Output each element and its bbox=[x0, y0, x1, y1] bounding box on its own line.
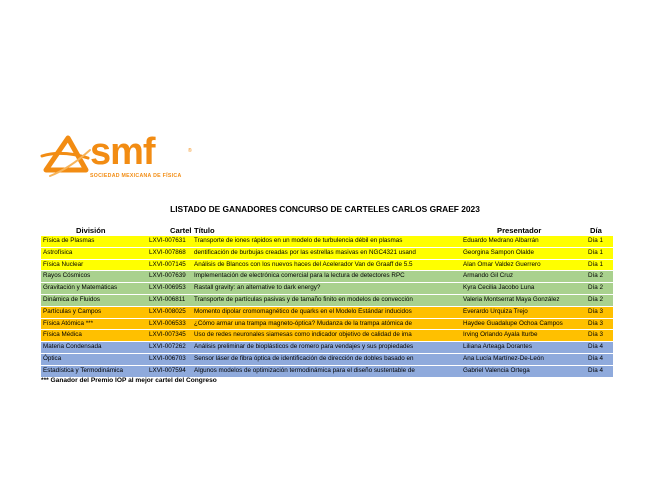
registered-mark: ® bbox=[188, 148, 192, 154]
cell-cartel: LXVI-007594 bbox=[149, 366, 186, 374]
cell-cartel: LXVI-007639 bbox=[149, 272, 186, 280]
cell-cartel: LXVI-007345 bbox=[149, 331, 186, 339]
table-row bbox=[41, 236, 613, 248]
logo-wordmark: smf bbox=[90, 131, 155, 173]
table-row bbox=[41, 366, 613, 378]
page-title: LISTADO DE GANADORES CONCURSO DE CARTELES CARLOS GRAEF 2023 bbox=[170, 204, 480, 214]
cell-titulo: Análisis preliminar de bioplásticos de romero para vendajes y sus propiedades bbox=[194, 343, 414, 351]
cell-division: Física Atómica *** bbox=[43, 319, 94, 327]
table-row bbox=[41, 319, 613, 331]
table-row bbox=[41, 248, 613, 260]
cell-dia: Día 2 bbox=[588, 284, 604, 292]
cell-dia: Día 4 bbox=[588, 343, 604, 351]
cell-dia: Día 4 bbox=[588, 354, 604, 362]
cell-division: Partículas y Campos bbox=[43, 307, 102, 315]
cell-presentador: Kyra Cecilia Jacobo Luna bbox=[463, 284, 535, 292]
cell-presentador: Everardo Urquiza Trejo bbox=[463, 307, 528, 315]
cell-division: Materia Condensada bbox=[43, 343, 102, 351]
table-row bbox=[41, 271, 613, 283]
cell-titulo: Implementación de electrónica comercial para la lectura de detectores RPC bbox=[194, 272, 405, 280]
cell-division: Óptica bbox=[43, 354, 62, 362]
table-row bbox=[41, 295, 613, 307]
header-dia: Día bbox=[590, 226, 602, 235]
smf-logo-icon bbox=[40, 130, 92, 182]
cell-cartel: LXVI-006533 bbox=[149, 319, 186, 327]
cell-titulo: Sensor láser de fibra óptica de identificación de dirección de dobles basado en bbox=[194, 354, 414, 362]
cell-titulo: dentificación de burbujas creadas por las estrellas masivas en NGC4321 usand bbox=[194, 248, 416, 256]
cell-titulo: Momento dipolar cromomagnético de quarks en el Modelo Estándar inducidos bbox=[194, 307, 412, 315]
cell-division: Gravitación y Matemáticas bbox=[43, 284, 118, 292]
table-row bbox=[41, 354, 613, 366]
cell-dia: Día 1 bbox=[588, 237, 604, 244]
cell-presentador: Gabriel Valencia Ortega bbox=[463, 366, 530, 374]
cell-presentador: Liliana Arteaga Dorantes bbox=[463, 343, 532, 351]
cell-dia: Día 2 bbox=[588, 272, 604, 280]
cell-cartel: LXVI-007631 bbox=[149, 237, 186, 244]
cell-division: Física Nuclear bbox=[43, 260, 84, 268]
cell-titulo: Transporte de partículas pasivas y de tamaño finito en modelos de convección bbox=[194, 295, 413, 303]
cell-division: Dinámica de Fluidos bbox=[43, 295, 101, 303]
cell-cartel: LXVI-006703 bbox=[149, 354, 186, 362]
cell-titulo: ¿Cómo armar una trampa magneto-óptica? Mudanza de la trampa atómica de bbox=[194, 319, 413, 327]
cell-division: Astrofísica bbox=[43, 248, 73, 256]
cell-presentador: Valeria Montserrat Maya González bbox=[463, 295, 560, 303]
header-division: División bbox=[76, 226, 106, 235]
cell-division: Física de Plasmas bbox=[43, 237, 95, 244]
cell-dia: Día 3 bbox=[588, 307, 604, 315]
logo-subtitle: SOCIEDAD MEXICANA DE FÍSICA bbox=[90, 173, 182, 179]
cell-cartel: LXVI-006953 bbox=[149, 284, 186, 292]
cell-dia: Día 3 bbox=[588, 331, 604, 339]
cell-presentador: Georgina Sampon Olalde bbox=[463, 248, 535, 256]
table-row bbox=[41, 330, 613, 342]
cell-division: Física Médica bbox=[43, 331, 82, 339]
cell-cartel: LXVI-007868 bbox=[149, 248, 186, 256]
smf-logo bbox=[40, 130, 200, 190]
cell-cartel: LXVI-007145 bbox=[149, 260, 186, 268]
cell-dia: Día 3 bbox=[588, 319, 604, 327]
table-row bbox=[41, 283, 613, 295]
cell-titulo: Análisis de Blancos con los nuevos haces del Acelerador Van de Graaff de 5.5 bbox=[194, 260, 413, 268]
cell-presentador: Irving Orlando Ayala Iturbe bbox=[463, 331, 538, 339]
cell-presentador: Haydee Guadalupe Ochoa Campos bbox=[463, 319, 563, 327]
cell-presentador: Armando Gil Cruz bbox=[463, 272, 514, 280]
header-titulo: Título bbox=[194, 226, 215, 235]
footnote: *** Ganador del Premio IOP al mejor cartel del Congreso bbox=[41, 377, 217, 384]
table-row bbox=[41, 307, 613, 319]
cell-dia: Día 4 bbox=[588, 366, 604, 374]
cell-presentador: Eduardo Medrano Albarrán bbox=[463, 237, 539, 244]
cell-cartel: LXVI-007262 bbox=[149, 343, 186, 351]
cell-dia: Día 2 bbox=[588, 295, 604, 303]
cell-titulo: Rastall gravity: an alternative to dark energy? bbox=[194, 284, 321, 292]
cell-cartel: LXVI-006811 bbox=[149, 295, 186, 303]
cell-dia: Día 1 bbox=[588, 248, 604, 256]
table-row bbox=[41, 260, 613, 272]
cell-presentador: Alan Omar Valdez Guerrero bbox=[463, 260, 541, 268]
winners-table bbox=[41, 236, 613, 378]
cell-cartel: LXVI-008025 bbox=[149, 307, 186, 315]
cell-presentador: Ana Lucía Martínez-De-León bbox=[463, 354, 544, 362]
header-presentador: Presentador bbox=[497, 226, 542, 235]
cell-division: Rayos Cósmicos bbox=[43, 272, 91, 280]
cell-titulo: Algunos modelos de optimización termodinámica para el diseño sustentable de bbox=[194, 366, 415, 374]
cell-division: Estadística y Termodinámica bbox=[43, 366, 124, 374]
cell-dia: Día 1 bbox=[588, 260, 604, 268]
cell-titulo: Uso de redes neuronales siamesas como indicador objetivo de calidad de ima bbox=[194, 331, 412, 339]
table-row bbox=[41, 342, 613, 354]
cell-titulo: Transporte de iones rápidos en un modelo de turbulencia débil en plasmas bbox=[194, 237, 403, 244]
header-cartel: Cartel bbox=[170, 226, 192, 235]
